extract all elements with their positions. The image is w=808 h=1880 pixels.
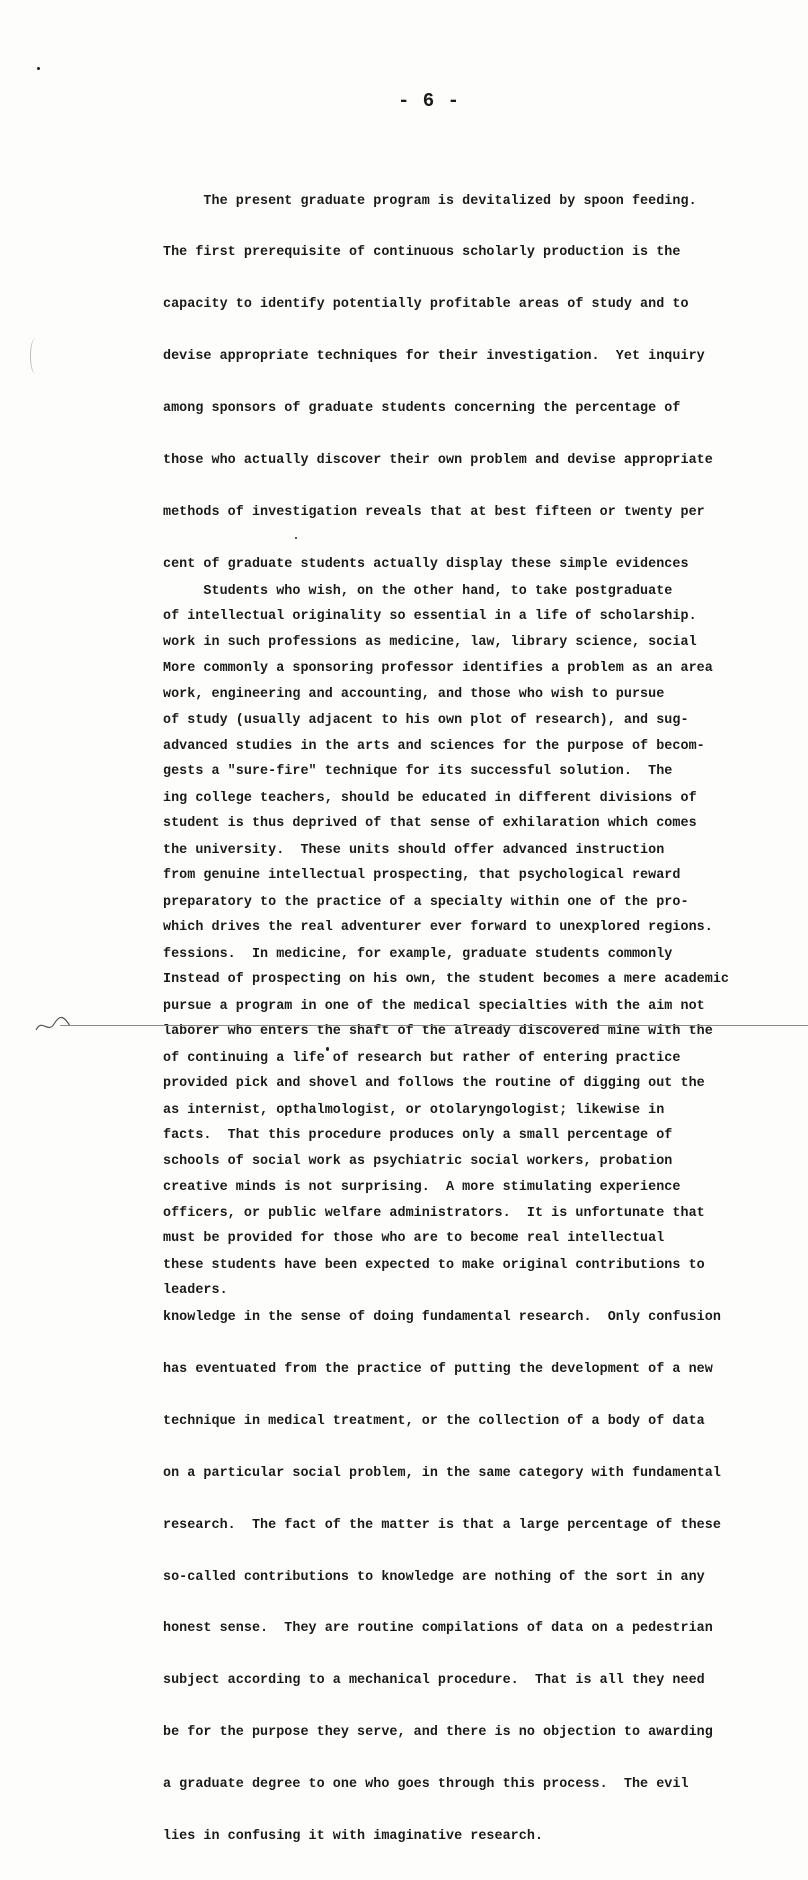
text-line: gests a "sure-fire" technique for its successful solution. The — [163, 764, 673, 780]
text-line: The present graduate program is devitalized by spoon feeding. — [163, 193, 697, 209]
text-line: work in such professions as medicine, law, library science, social — [163, 635, 697, 651]
text-line: a graduate degree to one who goes through this process. The evil — [163, 1777, 689, 1793]
text-line: devise appropriate techniques for their investigation. Yet inquiry — [163, 349, 705, 365]
text-line: must be provided for those who are to become real intellectual — [163, 1231, 665, 1247]
scan-speck — [37, 67, 40, 70]
text-line: provided pick and shovel and follows the routine of digging out the — [163, 1075, 705, 1091]
text-line: of study (usually adjacent to his own plot of research), and sug- — [163, 712, 689, 728]
text-line: More commonly a sponsoring professor identifies a problem as an area — [163, 660, 713, 676]
text-line: on a particular social problem, in the same category with fundamental — [163, 1465, 721, 1481]
text-line: subject according to a mechanical procedure. That is all they need — [163, 1673, 705, 1689]
bottom-edge-line — [60, 1025, 808, 1026]
text-line: so-called contributions to knowledge are nothing of the sort in any — [163, 1569, 705, 1585]
margin-mark — [30, 338, 41, 374]
text-line: research. The fact of the matter is that a large percentage of these — [163, 1517, 721, 1533]
text-line: honest sense. They are routine compilations of data on a pedestrian — [163, 1621, 713, 1637]
text-line: these students have been expected to make original contributions to — [163, 1258, 705, 1274]
text-line: capacity to identify potentially profitable areas of study and to — [163, 297, 689, 313]
page-number: - 6 - — [397, 90, 460, 112]
text-line: knowledge in the sense of doing fundamental research. Only confusion — [163, 1310, 721, 1326]
text-line: pursue a program in one of the medical specialties with the aim not — [163, 998, 705, 1014]
text-line: creative minds is not surprising. A more stimulating experience — [163, 1179, 681, 1195]
text-line: which drives the real adventurer ever forward to unexplored regions. — [163, 920, 713, 936]
text-line: leaders. — [163, 1283, 228, 1299]
text-line: ing college teachers, should be educated in different divisions of — [163, 791, 697, 807]
text-line: laborer who enters the shaft of the already discovered mine with the — [163, 1023, 713, 1039]
text-line: schools of social work as psychiatric social workers, probation — [163, 1154, 673, 1170]
paragraph-2 — [163, 548, 763, 1880]
text-line: the university. These units should offer advanced instruction — [163, 843, 665, 859]
scan-speck — [326, 1047, 329, 1051]
text-line: student is thus deprived of that sense of exhilaration which comes — [163, 816, 697, 832]
scan-speck — [295, 537, 297, 539]
text-line: Students who wish, on the other hand, to take postgraduate — [163, 583, 673, 599]
text-line: preparatory to the practice of a specialty within one of the pro- — [163, 894, 689, 910]
text-line: technique in medical treatment, or the collection of a body of data — [163, 1413, 705, 1429]
text-line: as internist, opthalmologist, or otolaryngologist; likewise in — [163, 1102, 665, 1118]
text-line: has eventuated from the practice of putting the development of a new — [163, 1361, 713, 1377]
text-line: cent of graduate students actually display these simple evidences — [163, 556, 689, 572]
text-line: lies in confusing it with imaginative research. — [163, 1828, 544, 1844]
text-line: advanced studies in the arts and sciences for the purpose of becom- — [163, 739, 705, 755]
text-line: facts. That this procedure produces only a small percentage of — [163, 1127, 673, 1143]
text-line: among sponsors of graduate students concerning the percentage of — [163, 401, 681, 417]
text-line: Instead of prospecting on his own, the student becomes a mere academic — [163, 971, 729, 987]
text-line: be for the purpose they serve, and there is no objection to awarding — [163, 1725, 713, 1741]
text-line: of continuing a life of research but rather of entering practice — [163, 1050, 681, 1066]
text-line: of intellectual originality so essential in a life of scholarship. — [163, 608, 697, 624]
text-line: those who actually discover their own problem and devise appropriate — [163, 453, 713, 469]
text-line: officers, or public welfare administrators. It is unfortunate that — [163, 1206, 705, 1222]
text-line: from genuine intellectual prospecting, that psychological reward — [163, 868, 681, 884]
text-line: fessions. In medicine, for example, graduate students commonly — [163, 946, 673, 962]
corner-squiggle — [34, 1012, 74, 1034]
text-line: work, engineering and accounting, and those who wish to pursue — [163, 687, 665, 703]
text-line: The first prerequisite of continuous scholarly production is the — [163, 245, 681, 261]
text-line: methods of investigation reveals that at best fifteen or twenty per — [163, 504, 705, 520]
